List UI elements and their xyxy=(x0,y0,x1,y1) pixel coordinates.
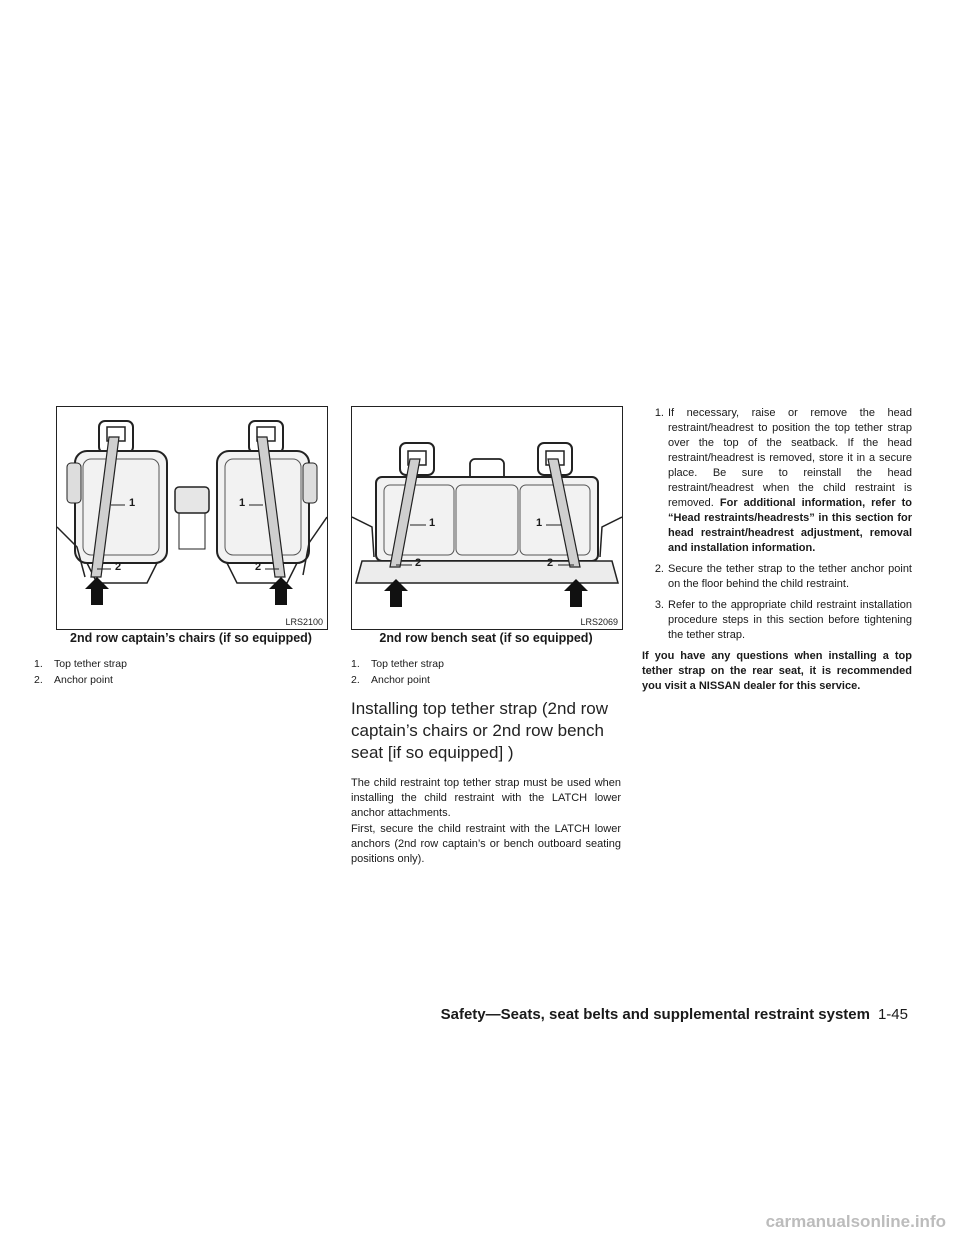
callout-1-left: 1 xyxy=(129,497,136,509)
legend-number: 1. xyxy=(34,658,43,670)
legend-number: 2. xyxy=(351,674,360,686)
page-footer xyxy=(441,1006,908,1023)
legend-item xyxy=(34,656,127,672)
figure-code: LRS2069 xyxy=(580,617,618,627)
step-text: Refer to the appropriate child restraint installation procedure steps in this section before tightening the tether strap. xyxy=(668,599,912,641)
figure-legend xyxy=(351,656,444,688)
legend-number: 1. xyxy=(351,658,360,670)
captain-chairs-illustration xyxy=(57,407,327,629)
step-number: 1. xyxy=(654,407,664,419)
bench-seat-illustration xyxy=(352,407,622,629)
step-body: If necessary, raise or remove the head restraint/headrest to position the top tether strap over the top of the seatback. If the head restraint/headrest is removed, store it in a secure place. Be sure to reinstall the head restraint/headrest when the child restraint is removed. xyxy=(668,407,912,509)
figure-legend xyxy=(34,656,127,688)
figure-code: LRS2100 xyxy=(285,617,323,627)
legend-item xyxy=(351,656,444,672)
step-text xyxy=(668,406,912,556)
closing-note: If you have any questions when installing a top tether strap on the rear seat, it is recommended you visit a NISSAN dealer for this service. xyxy=(642,650,912,692)
legend-text: Anchor point xyxy=(54,674,113,686)
section-heading: Installing top tether strap (2nd row captain’s chairs or 2nd row bench seat [if so equipped] ) xyxy=(351,699,609,762)
callout-1-right: 1 xyxy=(239,497,246,509)
step-text: Secure the tether strap to the tether anchor point on the floor behind the child restraint. xyxy=(668,563,912,590)
callout-2-right: 2 xyxy=(547,557,554,569)
step-item xyxy=(642,562,912,592)
legend-number: 2. xyxy=(34,674,43,686)
step-item xyxy=(642,406,912,556)
callout-1-left: 1 xyxy=(429,517,436,529)
steps-list xyxy=(642,406,912,694)
figure-caption: 2nd row bench seat (if so equipped) xyxy=(379,631,593,645)
callout-2-left: 2 xyxy=(415,557,422,569)
legend-text: Anchor point xyxy=(371,674,430,686)
legend-text: Top tether strap xyxy=(54,658,127,670)
legend-item xyxy=(351,672,444,688)
callout-1-right: 1 xyxy=(536,517,543,529)
step-number: 3. xyxy=(654,599,664,611)
step-note: For additional information, refer to “Head restraints/headrests” in this section for head restraint/headrest adjustment, removal and installation information. xyxy=(668,497,912,554)
legend-text: Top tether strap xyxy=(371,658,444,670)
footer-title: Safety—Seats, seat belts and supplemental restraint system xyxy=(440,1006,870,1023)
legend-item xyxy=(34,672,127,688)
paragraph: The child restraint top tether strap must be used when installing the child restraint with the LATCH lower anchor attachments. xyxy=(351,777,621,819)
figure-captain-chairs xyxy=(56,406,328,630)
page-number: 1-45 xyxy=(877,1006,908,1023)
figure-bench-seat xyxy=(351,406,623,630)
callout-2-right: 2 xyxy=(255,561,262,573)
callout-2-left: 2 xyxy=(115,561,122,573)
paragraph: First, secure the child restraint with the LATCH lower anchors (2nd row captain’s or bench outboard seating positions only). xyxy=(351,823,621,865)
figure-caption: 2nd row captain’s chairs (if so equipped) xyxy=(70,631,312,645)
step-item xyxy=(642,598,912,643)
watermark: carmanualsonline.info xyxy=(765,1212,946,1231)
step-number: 2. xyxy=(654,563,664,575)
